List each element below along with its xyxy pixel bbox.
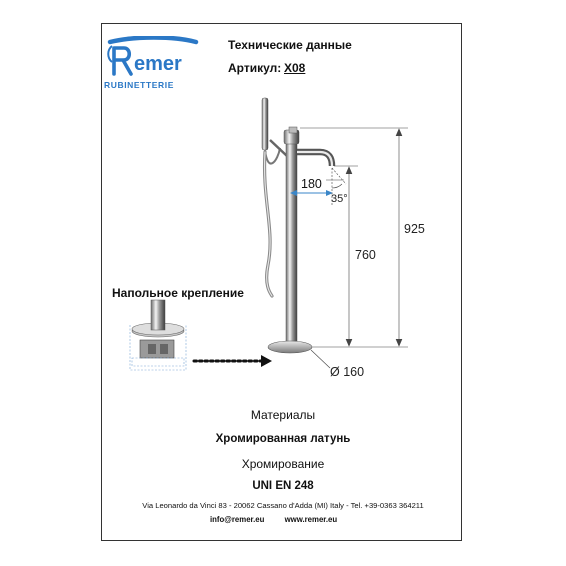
- base-diameter-value: Ø 160: [330, 365, 365, 379]
- floor-base: [268, 341, 312, 353]
- logo-subtitle: RUBINETTERIE: [104, 80, 175, 90]
- article-label: Артикул:: [228, 61, 282, 75]
- spout-angle-value: 35°: [331, 193, 348, 205]
- svg-text:emer: emer: [134, 53, 182, 75]
- company-contacts: [210, 515, 355, 524]
- hand-shower: [262, 98, 287, 296]
- spout-reach-value: 180: [301, 177, 322, 191]
- floor-mount-label: Напольное крепление: [112, 286, 244, 300]
- dimension-total-height: [300, 128, 408, 347]
- email-link[interactable]: info@remer.eu: [210, 515, 265, 524]
- materials-title: Материалы: [250, 408, 316, 422]
- company-address: Via Leonardo da Vinci 83 - 20062 Cassano d'Adda (MI) Italy - Tel. +39-0363 364211: [142, 501, 424, 510]
- website-link[interactable]: www.remer.eu: [284, 515, 338, 524]
- article-code: X08: [284, 61, 306, 75]
- spout-height-value: 760: [355, 248, 376, 262]
- finish-name: Хромирование: [241, 457, 325, 471]
- page-title: Технические данные: [228, 38, 352, 52]
- diameter-leader: [311, 350, 330, 368]
- total-height-value: 925: [404, 222, 425, 236]
- floor-mount-detail: [130, 300, 186, 370]
- mixer-column: [284, 127, 332, 345]
- material-name: Хромированная латунь: [215, 433, 351, 445]
- material-standard: UNI EN 248: [252, 480, 314, 492]
- floor-mount-arrow: [194, 355, 272, 367]
